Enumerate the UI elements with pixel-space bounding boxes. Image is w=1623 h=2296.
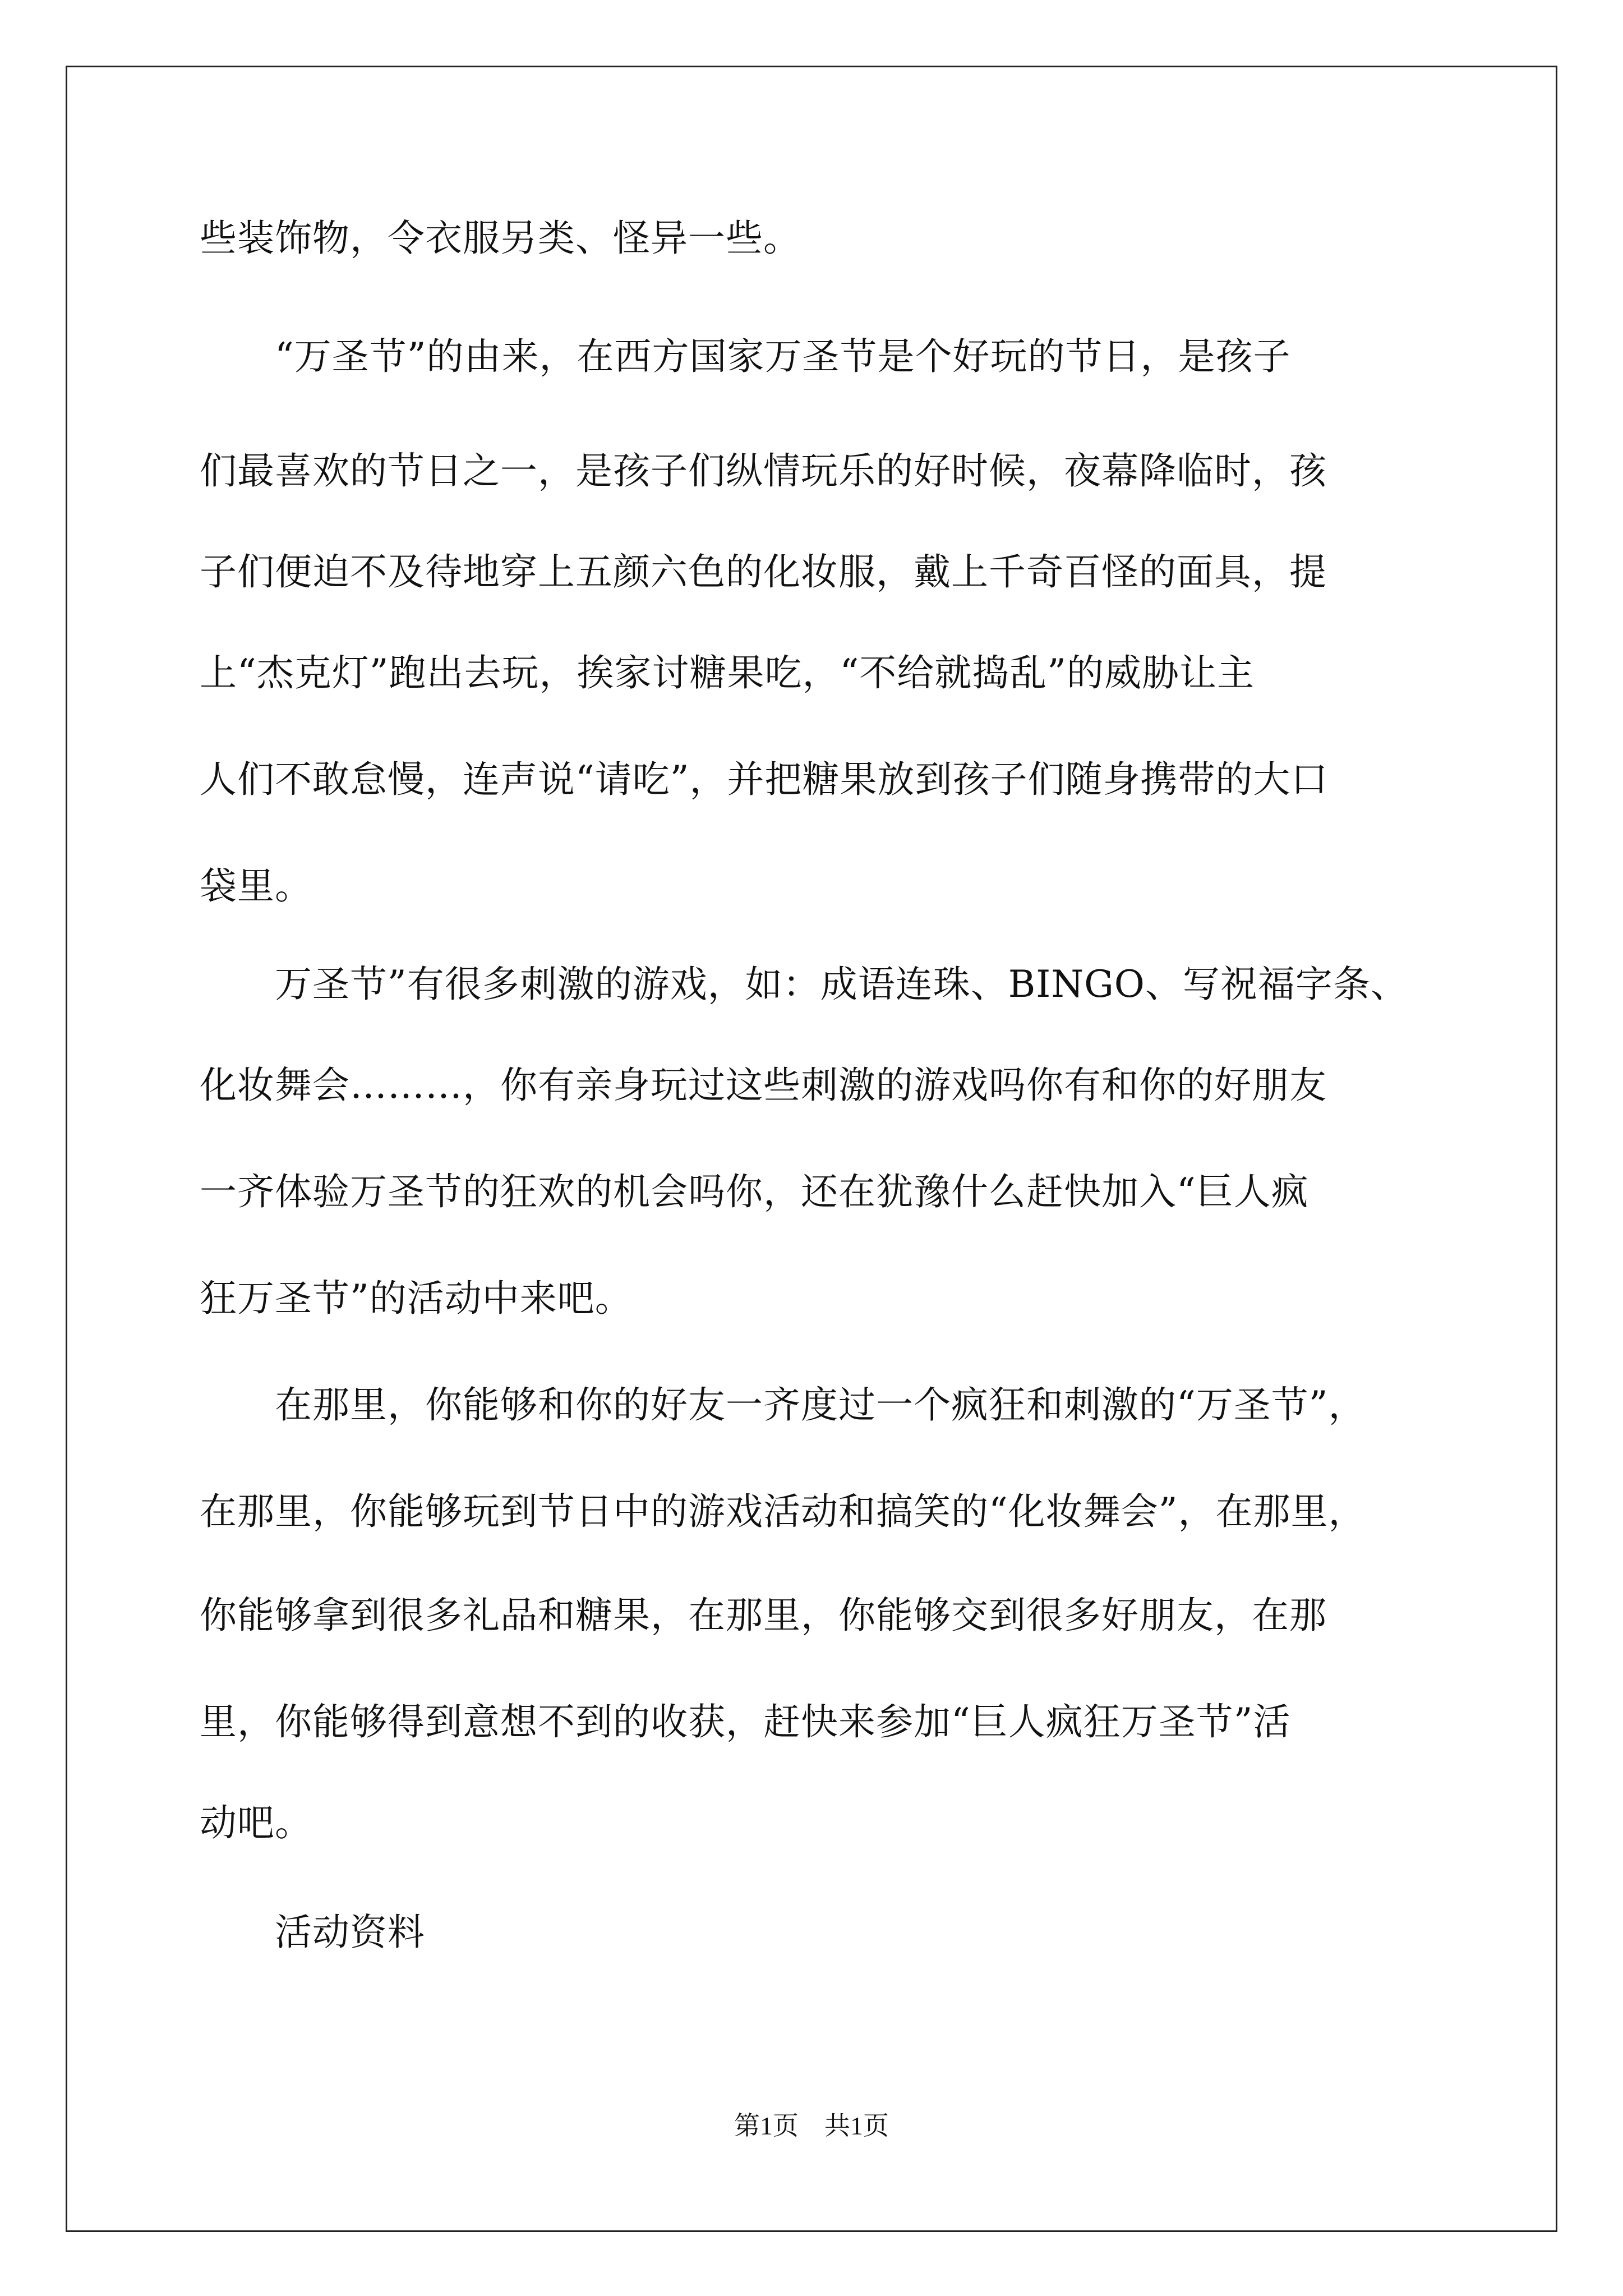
text-line: 在那里，你能够玩到节日中的游戏活动和搞笑的“化妆舞会”，在那里， [200, 1490, 1366, 1533]
text-line: “万圣节”的由来，在西方国家万圣节是个好玩的节日，是孩子 [200, 335, 1291, 378]
text-line: 一齐体验万圣节的狂欢的机会吗你，还在犹豫什么赶快加入“巨人疯 [200, 1170, 1309, 1213]
text-line: 动吧。 [200, 1801, 312, 1844]
text-line: 万圣节”有很多刺激的游戏，如：成语连珠、BINGO、写祝福字条、 [200, 963, 1408, 1006]
text-line: 上“杰克灯”跑出去玩，挨家讨糖果吃，“不给就捣乱”的威胁让主 [200, 651, 1255, 694]
text-line: 里，你能够得到意想不到的收获，赶快来参加“巨人疯狂万圣节”活 [200, 1700, 1291, 1743]
page-footer: 第1页 共1页 [734, 2111, 889, 2140]
text-line: 活动资料 [200, 1911, 425, 1954]
text-line: 些装饰物，令衣服另类、怪异一些。 [200, 217, 801, 260]
text-line: 袋里。 [200, 864, 312, 908]
text-line: 子们便迫不及待地穿上五颜六色的化妆服，戴上千奇百怪的面具，提 [200, 550, 1327, 593]
page-border [66, 66, 1557, 2232]
text-line: 们最喜欢的节日之一，是孩子们纵情玩乐的好时候，夜幕降临时，孩 [200, 449, 1327, 493]
text-line: 你能够拿到很多礼品和糖果，在那里，你能够交到很多好朋友，在那 [200, 1594, 1327, 1637]
text-line: 狂万圣节”的活动中来吧。 [200, 1277, 633, 1320]
text-line: 化妆舞会………，你有亲身玩过这些刺激的游戏吗你有和你的好朋友 [200, 1064, 1327, 1107]
text-line: 在那里，你能够和你的好友一齐度过一个疯狂和刺激的“万圣节”， [200, 1383, 1366, 1427]
text-line: 人们不敢怠慢，连声说“请吃”，并把糖果放到孩子们随身携带的大口 [200, 758, 1329, 801]
